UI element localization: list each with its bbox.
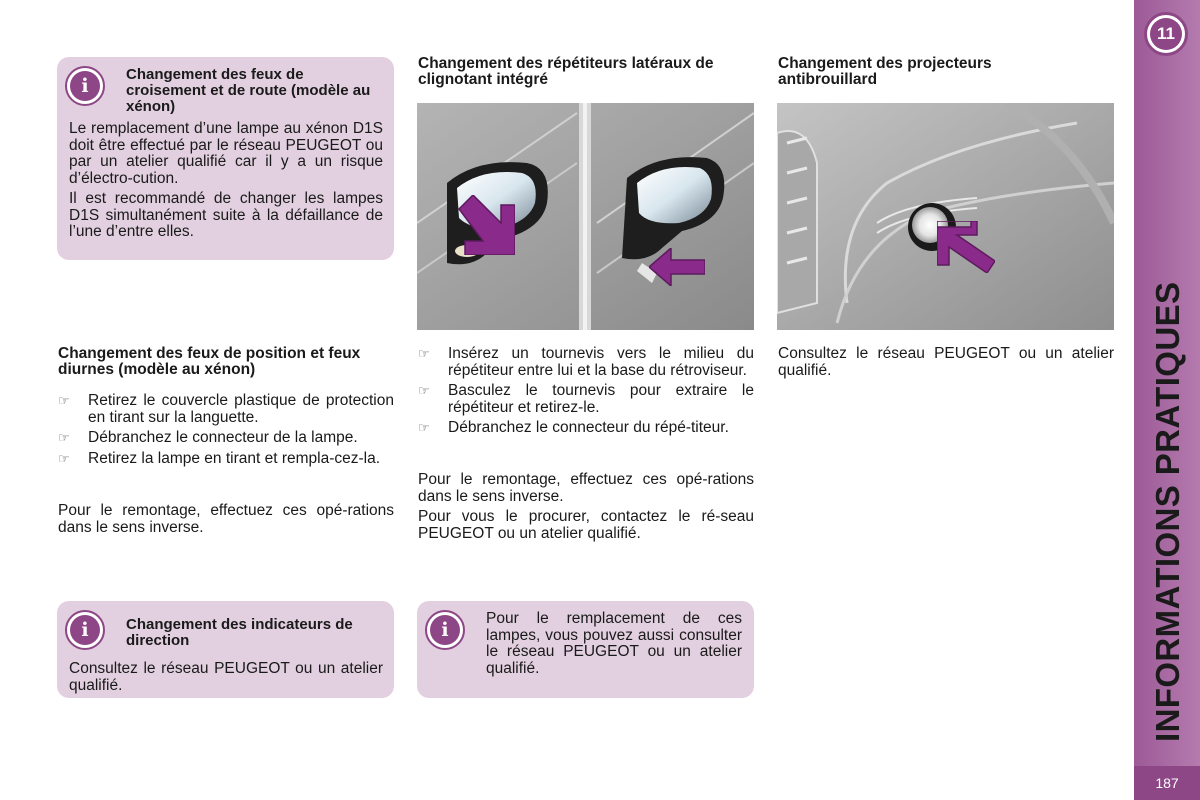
info-box-title: Changement des feux de croisement et de route (modèle au xénon) (126, 66, 371, 115)
fog-light-photo (777, 103, 1114, 330)
hand-pointer-icon: ☞ (418, 383, 430, 398)
paragraph: Il est recommandé de changer les lampes D1S simultanément suite à la défaillance de l’une d’entre elles. (69, 190, 383, 240)
section-heading-repeaters: Changement des répétiteurs latéraux de clignotant intégré (418, 55, 714, 88)
position-footer: Pour le remontage, effectuez ces opé-rations dans le sens inverse. (58, 502, 394, 536)
list-item-text: Débranchez le connecteur de la lampe. (88, 429, 358, 446)
mirror-repeater-photo (417, 103, 754, 330)
arrow-icon (937, 221, 995, 273)
hand-pointer-icon: ☞ (58, 430, 70, 445)
info-box-text (69, 121, 383, 245)
info-box-title: Changement des indicateurs de direction (126, 616, 353, 649)
page-number: 187 (1134, 766, 1200, 800)
chapter-number: 11 (1150, 18, 1182, 50)
info-box-consult (417, 601, 754, 698)
chapter-title: INFORMATIONS PRATIQUES (1149, 281, 1186, 742)
list-item (58, 430, 394, 447)
list-item-text: Retirez le couvercle plastique de protection en tirant sur la languette. (88, 392, 394, 426)
paragraph: Pour le remontage, effectuez ces opé-rations dans le sens inverse. (418, 471, 754, 505)
list-item-text: Insérez un tournevis vers le milieu du répétiteur entre lui et la base du rétroviseur. (448, 345, 754, 379)
hand-pointer-icon: ☞ (58, 450, 70, 466)
section-heading-fog: Changement des projecteurs antibrouillard (778, 55, 992, 88)
info-box-text: Pour le remplacement de ces lampes, vous pouvez aussi consulter le réseau PEUGEOT ou un atelier qualifié. (486, 610, 742, 677)
paragraph: Le remplacement d’une lampe au xénon D1S doit être effectué par le réseau PEUGEOT ou par un atelier qualifié car il y a un risque d’électro-cution. (69, 120, 383, 187)
bullet-list-repeaters (418, 346, 754, 441)
info-box-indicators (57, 601, 394, 698)
info-box-text: Consultez le réseau PEUGEOT ou un atelier qualifié. (69, 660, 383, 694)
arrow-icon (649, 248, 705, 286)
info-icon: i (65, 66, 105, 106)
arrow-icon (455, 195, 515, 255)
chapter-badge (1144, 12, 1188, 56)
info-icon: i (425, 610, 465, 650)
list-item (418, 383, 754, 416)
fog-text: Consultez le réseau PEUGEOT ou un atelier qualifié. (778, 345, 1114, 379)
hand-pointer-icon: ☞ (58, 393, 70, 408)
repeaters-footer (418, 472, 754, 546)
list-item (58, 451, 394, 468)
list-item-text: Retirez la lampe en tirant et rempla-cez-la. (88, 449, 381, 467)
bullet-list-position (58, 393, 394, 471)
list-item-text: Basculez le tournevis pour extraire le répétiteur et retirez-le. (448, 382, 754, 416)
section-heading-position: Changement des feux de position et feux diurnes (modèle au xénon) (58, 345, 361, 378)
hand-pointer-icon: ☞ (418, 346, 430, 361)
list-item (58, 393, 394, 426)
hand-pointer-icon: ☞ (418, 420, 430, 435)
list-item (418, 346, 754, 379)
list-item-text: Débranchez le connecteur du répé-titeur. (448, 419, 729, 436)
paragraph: Pour vous le procurer, contactez le ré-seau PEUGEOT ou un atelier qualifié. (418, 508, 754, 542)
list-item (418, 420, 754, 437)
info-box-xenon (57, 57, 394, 260)
info-icon: i (65, 610, 105, 650)
